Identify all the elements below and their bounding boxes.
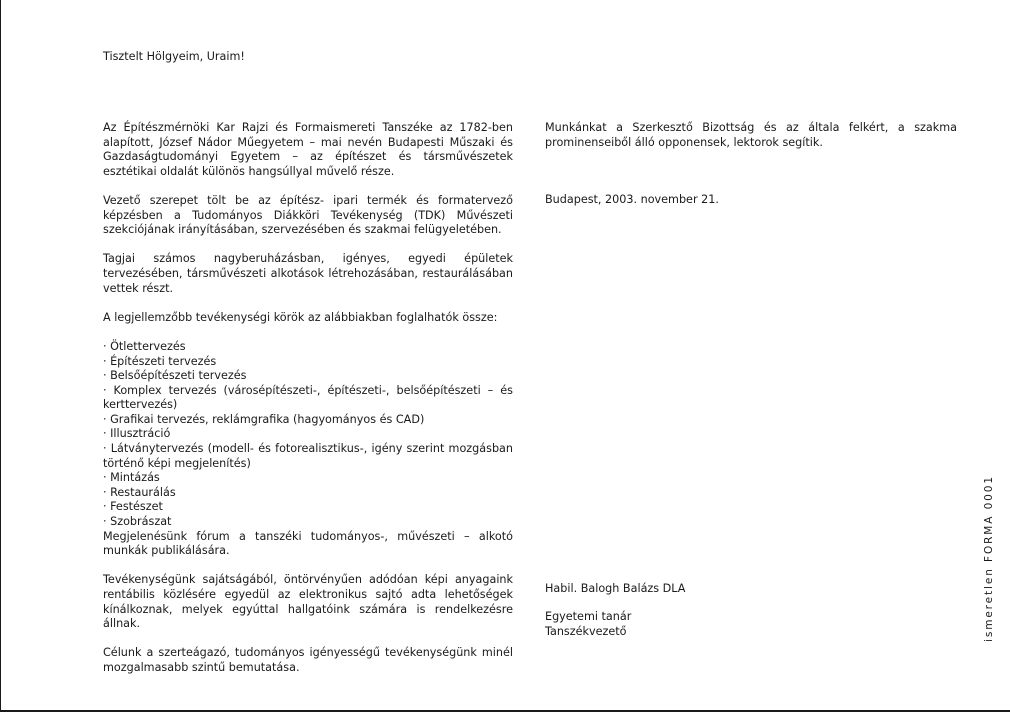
page-left-border xyxy=(0,0,1,712)
signature-title: Egyetemi tanár xyxy=(545,610,632,623)
list-item: · Illusztráció xyxy=(103,427,171,441)
list-item: · Ötlettervezés xyxy=(103,339,186,353)
signature-position: Tanszékvezető xyxy=(545,625,627,638)
list-item: · Grafikai tervezés, reklámgrafika (hagyományos és CAD) xyxy=(103,412,425,426)
paragraph-goal: Célunk a szerteágazó, tudományos igényességű tevékenységünk minél mozgalmasabb szintű bemutatása. xyxy=(103,646,513,674)
paragraph-role: Vezető szerepet tölt be az építész- ipari termék és formatervező képzésben a Tudományos Diákköri Tevékenység (TDK) Művészeti szekciójának irányításában, szervezésében és szakmai felügyeletében. xyxy=(103,193,513,237)
paragraph-members: Tagjai számos nagyberuházásban, igényes, egyedi épületek tervezésében, társművészeti alkotások létrehozásában, restaurálásában vettek részt. xyxy=(103,252,513,295)
list-item: · Mintázás xyxy=(103,471,160,485)
salutation: Tisztelt Hölgyeim, Uraim! xyxy=(103,50,245,63)
list-item: · Szobrászat xyxy=(103,515,172,529)
left-column xyxy=(103,121,513,690)
list-item: · Festészet xyxy=(103,500,163,514)
list-item: · Komplex tervezés (városépítészeti-, építészeti-, belsőépítészeti – és kerttervezés) xyxy=(103,383,513,412)
list-item: · Belsőépítészeti tervezés xyxy=(103,369,247,383)
paragraph-intro: Az Építészmérnöki Kar Rajzi és Formaismereti Tanszéke az 1782-ben alapított, József Nádor Műegyetem – mai nevén Budapesti Műszaki és Gazdaságtudományi Egyetem – az építészet és társművészetek esztétikai oldalát különös hangsúllyal művelő része. xyxy=(103,121,513,178)
list-item: · Restaurálás xyxy=(103,485,176,499)
list-item: · Látványtervezés (modell- és fotorealisztikus-, igény szerint mozgásban történő képi megjelenítés) xyxy=(103,442,513,470)
paragraph-editorial-board: Munkánkat a Szerkesztő Bizottság és az általa felkért, a szakma prominenseiből álló opponensek, lektorok segítik. xyxy=(545,121,957,149)
date-line: Budapest, 2003. november 21. xyxy=(545,193,719,206)
paragraph-activities-intro: A legjellemzőbb tevékenységi körök az alábbiakban foglalhatók össze: xyxy=(103,310,498,324)
activities-list xyxy=(103,340,513,530)
signature-name: Habil. Balogh Balázs DLA xyxy=(545,582,686,595)
paragraph-publication: Megjelenésünk fórum a tanszéki tudományos-, művészeti – alkotó munkák publikálására. xyxy=(103,529,513,558)
right-column xyxy=(545,121,957,165)
paragraph-electronic-press: Tevékenységünk sajátságából, öntörvényűen adódóan képi anyagaink rentábilis közlésére egyedül az elektronikus sajtó adta lehetőségek kínálkoznak, melyek egyúttal hallgatóink számára is rendelkezésre állnak. xyxy=(103,573,513,631)
list-item: · Építészeti tervezés xyxy=(103,354,217,368)
vertical-side-label: ismeretlen FORMA 0001 xyxy=(983,475,995,642)
